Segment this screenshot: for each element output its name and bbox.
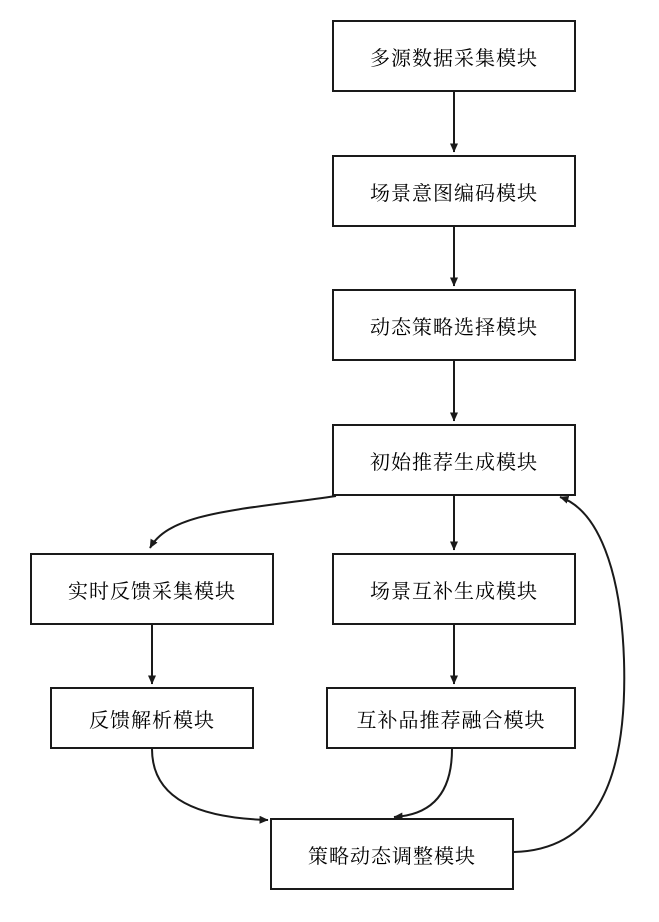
node-complementary-recommendation-fusion[interactable] bbox=[326, 687, 576, 749]
node-label: 多源数据采集模块 bbox=[370, 45, 538, 70]
node-label: 场景互补生成模块 bbox=[370, 578, 538, 603]
edge-n8-n9 bbox=[394, 749, 452, 817]
edge-n7-n9 bbox=[152, 749, 268, 820]
node-label: 动态策略选择模块 bbox=[370, 314, 538, 339]
node-dynamic-strategy-selection[interactable] bbox=[332, 289, 576, 361]
node-scene-intent-encoding[interactable] bbox=[332, 155, 576, 227]
node-label: 场景意图编码模块 bbox=[370, 180, 538, 205]
node-realtime-feedback-collection[interactable] bbox=[30, 553, 274, 625]
node-label: 初始推荐生成模块 bbox=[370, 449, 538, 474]
node-strategy-dynamic-adjustment[interactable] bbox=[270, 818, 514, 890]
node-label: 实时反馈采集模块 bbox=[68, 578, 236, 603]
node-scene-complementary-generation[interactable] bbox=[332, 553, 576, 625]
node-initial-recommendation-generation[interactable] bbox=[332, 424, 576, 496]
node-label: 策略动态调整模块 bbox=[308, 843, 476, 868]
node-label: 互补品推荐融合模块 bbox=[356, 707, 546, 732]
edge-n9-n4-feedback bbox=[514, 497, 624, 852]
edge-n4-n5 bbox=[150, 496, 336, 548]
node-multi-source-data-collection[interactable] bbox=[332, 20, 576, 92]
node-feedback-parsing[interactable] bbox=[50, 687, 254, 749]
node-label: 反馈解析模块 bbox=[89, 707, 215, 732]
